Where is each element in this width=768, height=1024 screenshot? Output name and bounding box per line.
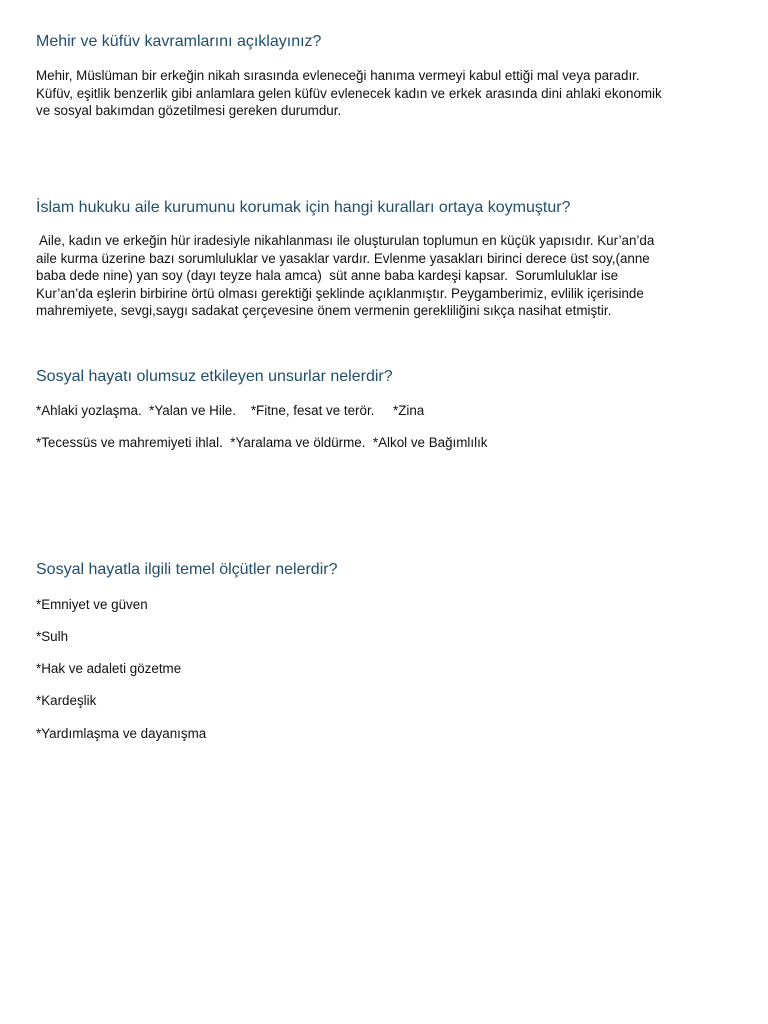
text-line: baba dede nine) yan soy (dayı teyze hala amca) süt anne baba kardeşi kapsar. Sorumluluklar ise — [36, 268, 619, 283]
question-heading-olumsuz-unsurlar: Sosyal hayatı olumsuz etkileyen unsurlar nelerdir? — [36, 368, 393, 385]
answer-paragraph-mehir-kufuv — [36, 67, 736, 120]
list-item: *Hak ve adaleti gözetme — [36, 661, 182, 676]
list-item: *Tecessüs ve mahremiyeti ihlal. *Yaralama ve öldürme. *Alkol ve Bağımlılık — [36, 435, 488, 450]
list-item: *Emniyet ve güven — [36, 597, 148, 612]
question-heading-mehir-kufuv: Mehir ve küfüv kavramlarını açıklayınız? — [36, 33, 322, 50]
list-item: *Yardımlaşma ve dayanışma — [36, 726, 207, 741]
text-line: Küfüv, eşitlik benzerlik gibi anlamlara gelen küfüv evlenecek kadın ve erkek arasında dini ahlaki ekonomik — [36, 85, 662, 101]
list-item: *Sulh — [36, 629, 69, 644]
question-heading-temel-olcutler: Sosyal hayatla ilgili temel ölçütler nelerdir? — [36, 561, 338, 578]
text-line: mahremiyete, sevgi,saygı sadakat çerçevesine önem vermenin gerekliliğini sıkça nasihat etmiştir. — [36, 303, 612, 318]
text-line: Mehir, Müslüman bir erkeğin nikah sırasında evleneceği hanıma vermeyi kabul ettiği mal veya paradır. — [36, 68, 640, 83]
question-heading-aile-kurumu: İslam hukuku aile kurumunu korumak için hangi kuralları ortaya koymuştur? — [36, 199, 571, 216]
text-line: Kur’an’da eşlerin birbirine örtü olması gerektiği şeklinde açıklanmıştır. Peygamberimiz, evlilik içerisinde — [36, 285, 644, 301]
text-line: Aile, kadın ve erkeğin hür iradesiyle nikahlanması ile oluşturulan toplumun en küçük yapısıdır. Kur’an’da — [36, 233, 655, 248]
text-line: aile kurma üzerine bazı sorumluluklar ve yasaklar vardır. Evlenme yasakları birinci derece üst soy,(anne — [36, 250, 650, 266]
text-line: ve sosyal bakımdan gözetilmesi gereken durumdur. — [36, 103, 342, 118]
list-item: *Ahlaki yozlaşma. *Yalan ve Hile. *Fitne, fesat ve terör. *Zina — [36, 403, 425, 418]
list-item: *Kardeşlik — [36, 693, 97, 708]
answer-paragraph-aile-kurumu — [36, 232, 736, 320]
